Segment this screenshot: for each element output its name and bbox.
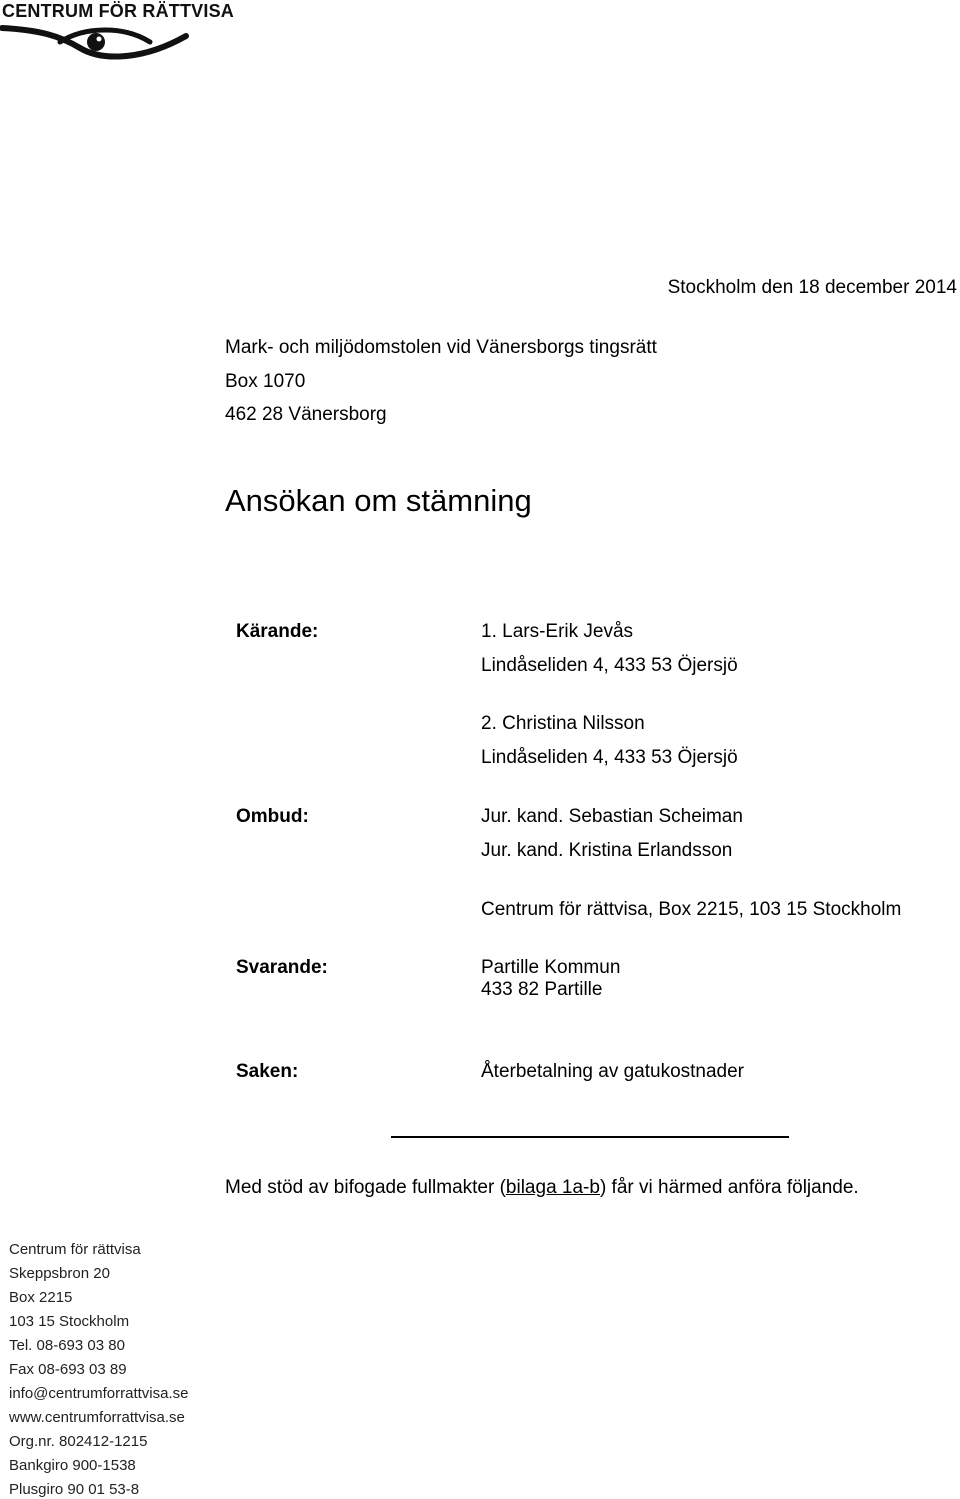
footer-email[interactable]: info@centrumforrattvisa.se bbox=[9, 1385, 189, 1402]
karande-1-name: 1. Lars-Erik Jevås bbox=[481, 621, 634, 642]
footer-line: Tel. 08-693 03 80 bbox=[9, 1337, 125, 1354]
saken-label: Saken: bbox=[236, 1061, 299, 1082]
footer-line: Org.nr. 802412-1215 bbox=[9, 1433, 148, 1450]
footer-line: Box 2215 bbox=[9, 1289, 73, 1306]
ombud-address: Centrum för rättvisa, Box 2215, 103 15 Stockholm bbox=[481, 899, 902, 920]
intro-sentence bbox=[225, 1177, 859, 1199]
footer-line: Skeppsbron 20 bbox=[9, 1265, 110, 1282]
ombud-2: Jur. kand. Kristina Erlandsson bbox=[481, 840, 733, 861]
bilaga-link[interactable]: bilaga 1a-b bbox=[505, 1177, 600, 1198]
svarande-name: Partille Kommun bbox=[481, 957, 621, 978]
karande-2-address: Lindåseliden 4, 433 53 Öjersjö bbox=[481, 747, 738, 768]
footer-website[interactable]: www.centrumforrattvisa.se bbox=[9, 1409, 185, 1426]
svarande-address: 433 82 Partille bbox=[481, 979, 603, 1000]
footer-line: 103 15 Stockholm bbox=[9, 1313, 130, 1330]
recipient-line-3: 462 28 Vänersborg bbox=[225, 404, 387, 425]
document-title: Ansökan om stämning bbox=[225, 483, 532, 518]
footer-line: Bankgiro 900-1538 bbox=[9, 1457, 136, 1474]
recipient-line-2: Box 1070 bbox=[225, 371, 306, 392]
document-date: Stockholm den 18 december 2014 bbox=[667, 277, 957, 298]
svarande-label: Svarande: bbox=[236, 957, 328, 978]
footer-line: Plusgiro 90 01 53-8 bbox=[9, 1481, 140, 1498]
eye-icon bbox=[0, 22, 190, 68]
intro-text-after: ) får vi härmed anföra följande. bbox=[599, 1177, 859, 1198]
recipient-line-1: Mark- och miljödomstolen vid Vänersborgs tingsrätt bbox=[225, 337, 657, 358]
ombud-1: Jur. kand. Sebastian Scheiman bbox=[481, 806, 743, 827]
karande-label: Kärande: bbox=[236, 621, 319, 642]
logo bbox=[0, 0, 234, 72]
karande-2-name: 2. Christina Nilsson bbox=[481, 713, 645, 734]
footer-line: Centrum för rättvisa bbox=[9, 1241, 141, 1258]
divider bbox=[391, 1136, 789, 1138]
saken-value: Återbetalning av gatukostnader bbox=[481, 1061, 745, 1082]
footer-line: Fax 08-693 03 89 bbox=[9, 1361, 127, 1378]
ombud-label: Ombud: bbox=[236, 806, 309, 827]
karande-1-address: Lindåseliden 4, 433 53 Öjersjö bbox=[481, 655, 738, 676]
logo-text: CENTRUM FÖR RÄTTVISA bbox=[2, 1, 234, 21]
intro-text-before: Med stöd av bifogade fullmakter ( bbox=[225, 1177, 506, 1198]
